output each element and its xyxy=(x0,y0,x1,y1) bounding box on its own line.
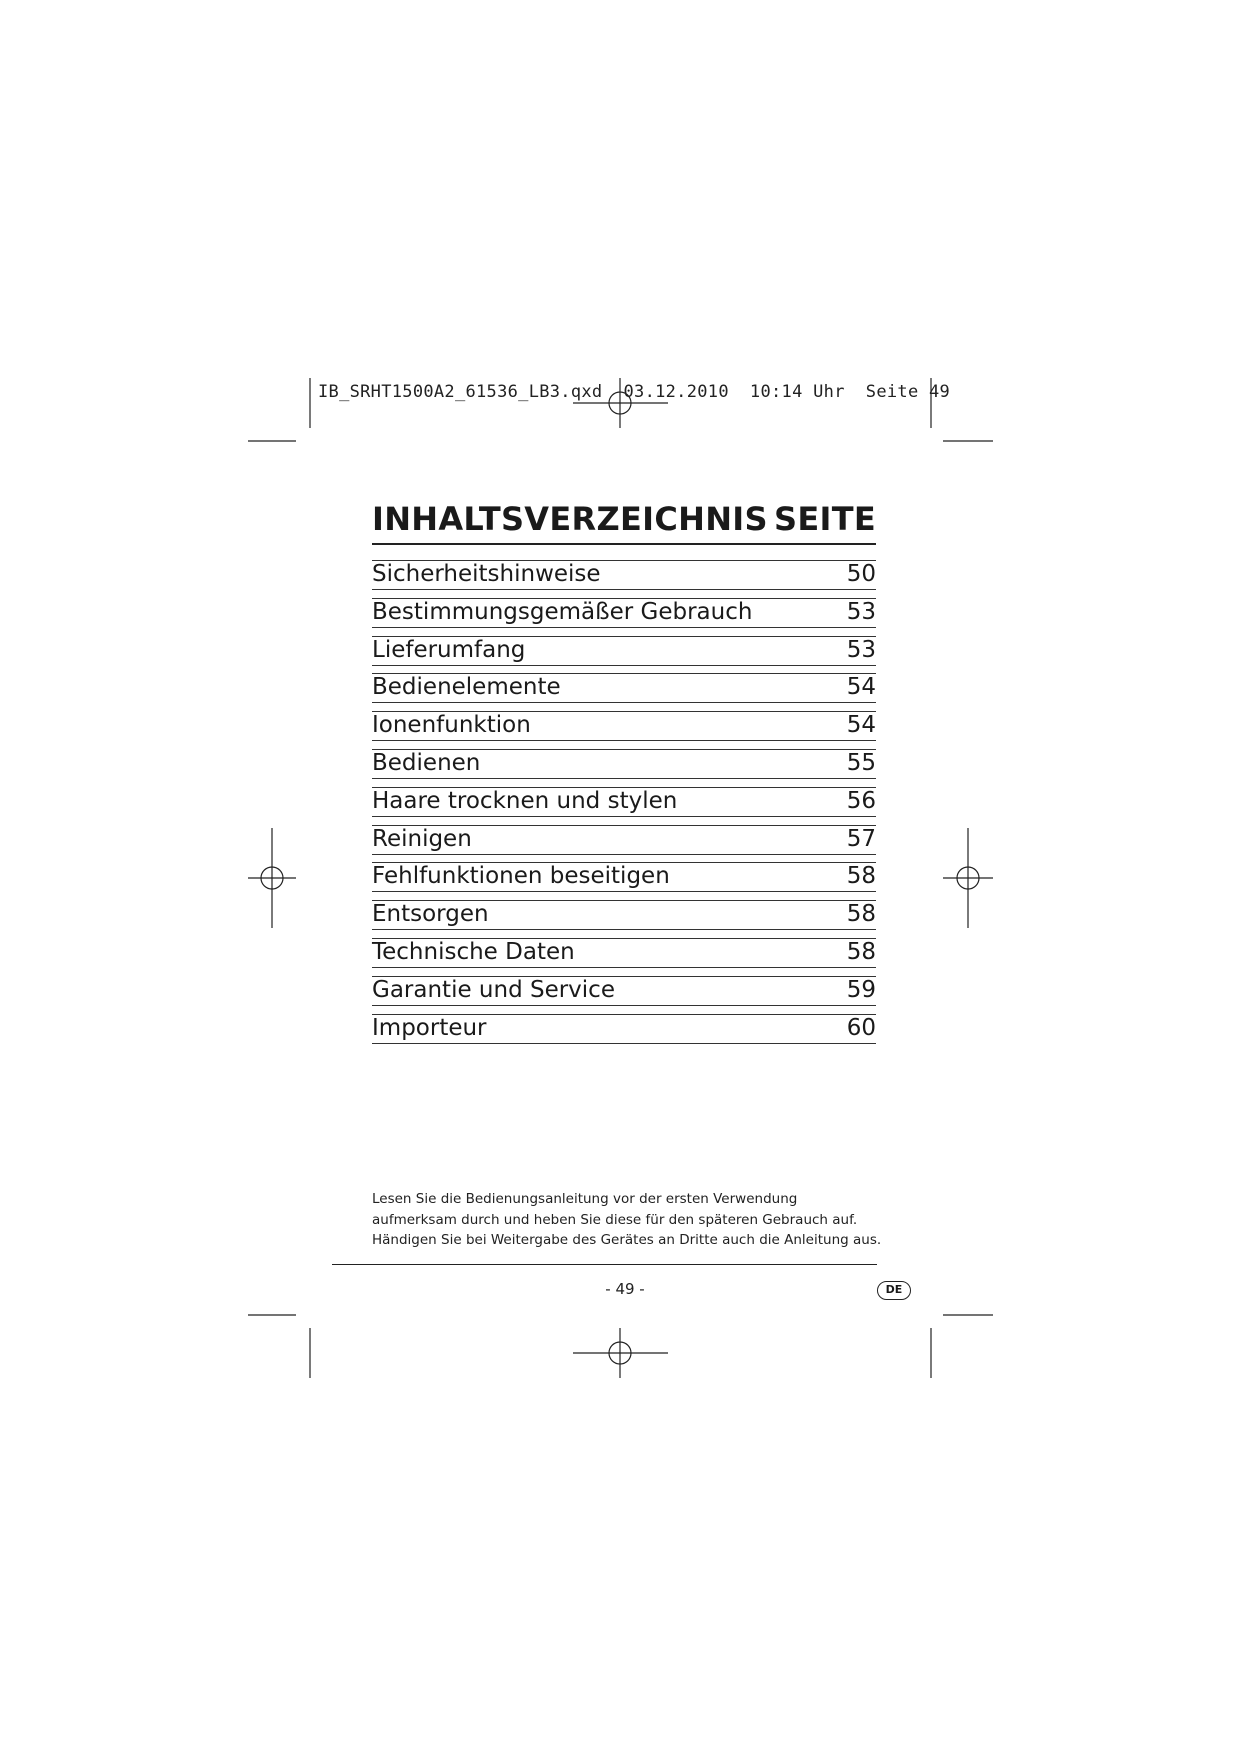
toc-entry-label: Fehlfunktionen beseitigen xyxy=(372,863,670,890)
toc-entry[interactable] xyxy=(372,749,876,779)
toc-entry-label: Garantie und Service xyxy=(372,976,615,1003)
toc-page-column-header: SEITE xyxy=(774,500,876,538)
toc-entry[interactable] xyxy=(372,711,876,741)
toc-entry-label: Entsorgen xyxy=(372,901,489,928)
registration-mark-bottom xyxy=(573,1328,668,1378)
toc-entry-page: 53 xyxy=(846,636,876,663)
toc-header xyxy=(372,500,876,545)
reading-instruction: Lesen Sie die Bedienungsanleitung vor der ersten Verwendung aufmerksam durch und heben Sie diese für den späteren Gebrauch auf. Händigen Sie bei Weitergabe des Gerätes an Dritte auch die Anleitung aus. xyxy=(372,1191,882,1248)
registration-mark-top xyxy=(573,378,668,428)
toc-entry-page: 54 xyxy=(846,712,876,739)
toc-entry[interactable] xyxy=(372,787,876,817)
toc-entry-page: 58 xyxy=(846,938,876,965)
toc-entry[interactable] xyxy=(372,900,876,930)
toc-entry[interactable] xyxy=(372,938,876,968)
toc-entry-page: 58 xyxy=(846,901,876,928)
file-slug: IB_SRHT1500A2_61536_LB3.qxd 03.12.2010 10:14 Uhr Seite 49 xyxy=(318,382,951,402)
toc-entry[interactable] xyxy=(372,976,876,1006)
toc-entry[interactable] xyxy=(372,1014,876,1044)
toc-entry-page: 54 xyxy=(846,674,876,701)
toc-entry[interactable] xyxy=(372,673,876,703)
page-number: - 49 - xyxy=(605,1280,645,1298)
toc-entry-page: 53 xyxy=(846,598,876,625)
footer-rule xyxy=(332,1264,877,1265)
toc-entry-label: Sicherheitshinweise xyxy=(372,561,601,587)
toc-title: INHALTSVERZEICHNIS xyxy=(372,500,768,538)
table-of-contents xyxy=(372,500,876,1051)
toc-entry-label: Bestimmungsgemäßer Gebrauch xyxy=(372,598,753,625)
toc-entry-page: 55 xyxy=(846,749,876,776)
toc-entry-label: Bedienen xyxy=(372,749,481,776)
toc-entry-label: Lieferumfang xyxy=(372,636,526,663)
toc-entry-label: Technische Daten xyxy=(372,938,575,965)
toc-entry[interactable] xyxy=(372,598,876,628)
toc-entry-label: Bedienelemente xyxy=(372,674,561,701)
language-badge: DE xyxy=(877,1281,911,1300)
toc-entry-label: Ionenfunktion xyxy=(372,712,531,739)
toc-list xyxy=(372,560,876,1044)
toc-entry[interactable] xyxy=(372,636,876,666)
toc-entry-label: Haare trocknen und stylen xyxy=(372,787,678,814)
toc-entry-page: 60 xyxy=(846,1014,876,1041)
toc-entry-page: 56 xyxy=(846,787,876,814)
toc-entry-page: 58 xyxy=(846,863,876,890)
registration-mark-right xyxy=(943,828,993,928)
toc-entry[interactable] xyxy=(372,862,876,892)
toc-entry-label: Reinigen xyxy=(372,825,472,852)
registration-mark-left xyxy=(248,828,296,928)
toc-entry-label: Importeur xyxy=(372,1014,487,1041)
toc-entry-page: 50 xyxy=(846,561,876,587)
toc-entry[interactable] xyxy=(372,825,876,855)
toc-entry-page: 57 xyxy=(846,825,876,852)
toc-entry-page: 59 xyxy=(846,976,876,1003)
toc-entry[interactable] xyxy=(372,560,876,590)
